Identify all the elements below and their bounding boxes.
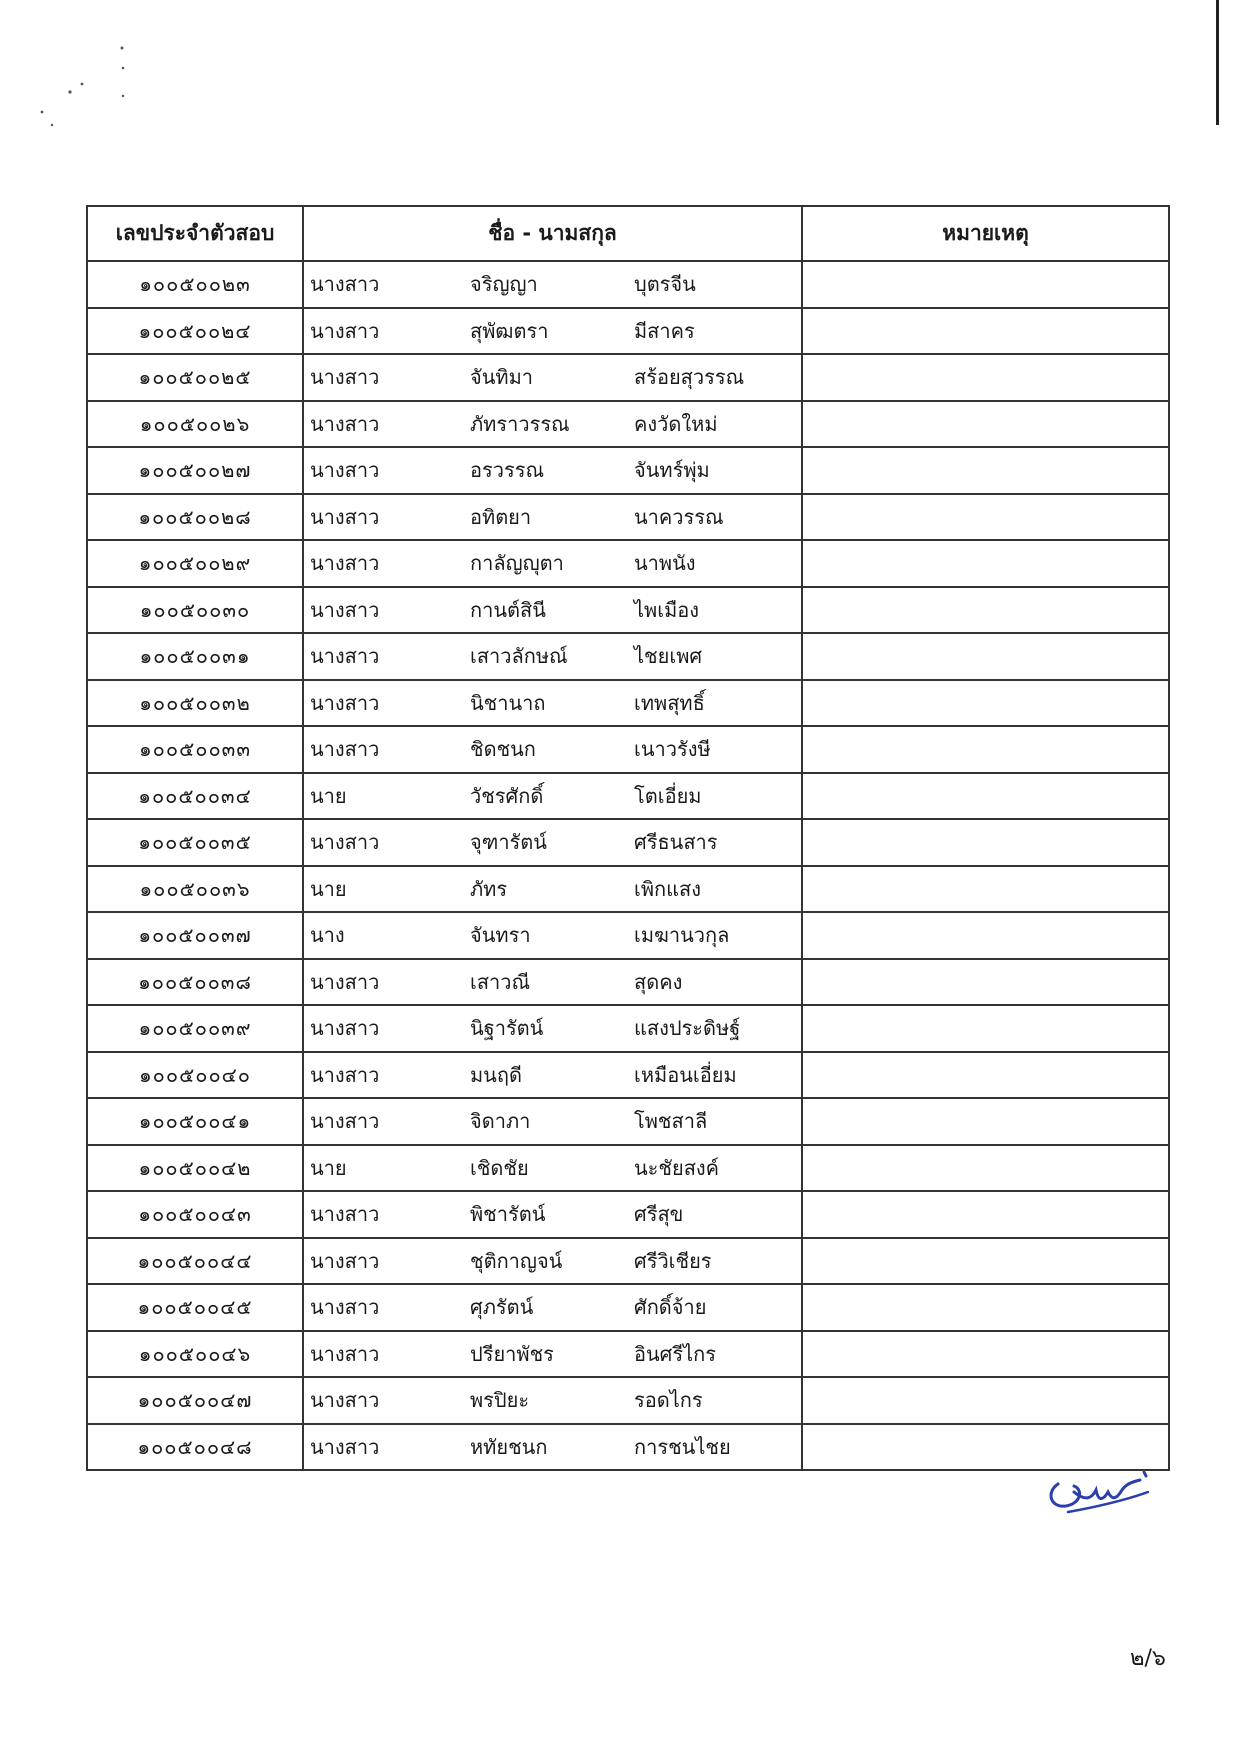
table-header-row	[87, 206, 1169, 261]
name-cell	[303, 447, 802, 494]
last-name: เพิกแสง	[634, 876, 701, 901]
first-name: จันทรา	[470, 923, 531, 948]
table-row	[87, 261, 1169, 308]
name-cell	[303, 680, 802, 727]
last-name: สร้อยสุวรรณ	[634, 365, 745, 390]
name-cell	[303, 773, 802, 820]
table-row	[87, 680, 1169, 727]
first-name: นิฐารัตน์	[470, 1016, 544, 1041]
name-cell	[303, 1284, 802, 1331]
table-row	[87, 819, 1169, 866]
exam-id-cell: ๑๐๐๕๐๐๓๐	[87, 587, 303, 634]
remarks-cell	[802, 819, 1169, 866]
name-title: นางสาว	[310, 597, 380, 622]
remarks-cell	[802, 401, 1169, 448]
first-name: ปรียาพัชร	[470, 1341, 554, 1366]
name-cell	[303, 866, 802, 913]
exam-id-cell: ๑๐๐๕๐๐๓๕	[87, 819, 303, 866]
exam-id-cell: ๑๐๐๕๐๐๔๖	[87, 1331, 303, 1378]
exam-id-cell: ๑๐๐๕๐๐๒๘	[87, 494, 303, 541]
first-name: เสาวลักษณ์	[470, 644, 568, 669]
remarks-cell	[802, 773, 1169, 820]
name-cell	[303, 308, 802, 355]
name-title: นางสาว	[310, 318, 380, 343]
last-name: ศักดิ์จ้าย	[634, 1295, 707, 1320]
exam-id-cell: ๑๐๐๕๐๐๔๕	[87, 1284, 303, 1331]
exam-id-cell: ๑๐๐๕๐๐๔๒	[87, 1145, 303, 1192]
name-title: นางสาว	[310, 1109, 380, 1134]
remarks-cell	[802, 1377, 1169, 1424]
exam-id-cell: ๑๐๐๕๐๐๒๙	[87, 540, 303, 587]
name-title: นาย	[310, 876, 347, 901]
first-name: ศุภรัตน์	[470, 1295, 534, 1320]
last-name: ไพเมือง	[634, 597, 700, 622]
name-cell	[303, 1377, 802, 1424]
remarks-cell	[802, 354, 1169, 401]
first-name: ชุติกาญจน์	[470, 1248, 563, 1273]
first-name: วัชรศักดิ์	[470, 783, 544, 808]
last-name: มีสาคร	[634, 318, 695, 343]
first-name: ภัทราวรรณ	[470, 411, 570, 436]
name-cell	[303, 587, 802, 634]
exam-id-cell: ๑๐๐๕๐๐๓๗	[87, 912, 303, 959]
table-row	[87, 1098, 1169, 1145]
name-title: นางสาว	[310, 830, 380, 855]
table-row	[87, 773, 1169, 820]
header-full-name: ชื่อ - นามสกุล	[303, 206, 802, 261]
last-name: ศรีวิเชียร	[634, 1248, 712, 1273]
remarks-cell	[802, 261, 1169, 308]
first-name: ภัทร	[470, 876, 508, 901]
first-name: ชิดชนก	[470, 737, 536, 762]
last-name: ศรีธนสาร	[634, 830, 718, 855]
remarks-cell	[802, 680, 1169, 727]
first-name: อรวรรณ	[470, 458, 545, 483]
table-body	[87, 261, 1169, 1470]
table-row	[87, 1238, 1169, 1285]
table-row	[87, 308, 1169, 355]
table-row	[87, 587, 1169, 634]
table-row	[87, 1145, 1169, 1192]
name-title: นางสาว	[310, 1434, 380, 1459]
name-cell	[303, 633, 802, 680]
name-title: นางสาว	[310, 1341, 380, 1366]
name-title: นางสาว	[310, 737, 380, 762]
last-name: เมฆานวกุล	[634, 923, 730, 948]
name-title: นางสาว	[310, 458, 380, 483]
remarks-cell	[802, 866, 1169, 913]
table-row	[87, 1052, 1169, 1099]
remarks-cell	[802, 1284, 1169, 1331]
remarks-cell	[802, 494, 1169, 541]
exam-id-cell: ๑๐๐๕๐๐๓๖	[87, 866, 303, 913]
last-name: บุตรจีน	[634, 272, 696, 297]
last-name: ศรีสุข	[634, 1202, 684, 1227]
name-title: นาง	[310, 923, 345, 948]
remarks-cell	[802, 587, 1169, 634]
remarks-cell	[802, 912, 1169, 959]
exam-id-cell: ๑๐๐๕๐๐๔๔	[87, 1238, 303, 1285]
table-row	[87, 494, 1169, 541]
header-remarks: หมายเหตุ	[802, 206, 1169, 261]
name-title: นางสาว	[310, 644, 380, 669]
name-title: นาย	[310, 783, 347, 808]
last-name: นาพนัง	[634, 551, 696, 576]
candidate-table	[86, 205, 1170, 1471]
name-title: นางสาว	[310, 411, 380, 436]
last-name: รอดไกร	[634, 1388, 703, 1413]
table-row	[87, 540, 1169, 587]
name-title: นางสาว	[310, 272, 380, 297]
name-cell	[303, 540, 802, 587]
name-cell	[303, 401, 802, 448]
name-title: นางสาว	[310, 1062, 380, 1087]
table-row	[87, 866, 1169, 913]
last-name: เนาวรังษี	[634, 737, 711, 762]
last-name: เทพสุทธิ์	[634, 690, 705, 715]
name-title: นางสาว	[310, 969, 380, 994]
scan-edge-line	[1216, 0, 1219, 125]
first-name: จุฑารัตน์	[470, 830, 547, 855]
last-name: ไชยเพศ	[634, 644, 703, 669]
remarks-cell	[802, 447, 1169, 494]
exam-id-cell: ๑๐๐๕๐๐๓๙	[87, 1005, 303, 1052]
first-name: นิชานาถ	[470, 690, 546, 715]
name-cell	[303, 726, 802, 773]
last-name: แสงประดิษฐ์	[634, 1016, 741, 1041]
name-cell	[303, 1005, 802, 1052]
last-name: โตเอี่ยม	[634, 783, 702, 808]
name-cell	[303, 1098, 802, 1145]
table-row	[87, 1377, 1169, 1424]
name-title: นางสาว	[310, 1295, 380, 1320]
remarks-cell	[802, 1145, 1169, 1192]
name-title: นาย	[310, 1155, 347, 1180]
name-title: นางสาว	[310, 551, 380, 576]
exam-id-cell: ๑๐๐๕๐๐๔๘	[87, 1424, 303, 1471]
last-name: นะชัยสงค์	[634, 1155, 720, 1180]
name-cell	[303, 912, 802, 959]
first-name: เชิดชัย	[470, 1155, 529, 1180]
exam-id-cell: ๑๐๐๕๐๐๓๑	[87, 633, 303, 680]
name-title: นางสาว	[310, 1202, 380, 1227]
signature	[1040, 1462, 1160, 1522]
name-cell	[303, 959, 802, 1006]
last-name: เหมือนเอี่ยม	[634, 1062, 737, 1087]
exam-id-cell: ๑๐๐๕๐๐๒๖	[87, 401, 303, 448]
name-title: นางสาว	[310, 504, 380, 529]
table-row	[87, 633, 1169, 680]
exam-id-cell: ๑๐๐๕๐๐๔๓	[87, 1191, 303, 1238]
exam-id-cell: ๑๐๐๕๐๐๔๐	[87, 1052, 303, 1099]
name-title: นางสาว	[310, 1248, 380, 1273]
name-title: นางสาว	[310, 1016, 380, 1041]
last-name: สุดคง	[634, 969, 683, 994]
first-name: กานต์สินี	[470, 597, 546, 622]
last-name: โพชสาลี	[634, 1109, 708, 1134]
remarks-cell	[802, 308, 1169, 355]
table-row	[87, 447, 1169, 494]
name-cell	[303, 494, 802, 541]
name-title: นางสาว	[310, 690, 380, 715]
last-name: คงวัดใหม่	[634, 411, 718, 436]
name-cell	[303, 819, 802, 866]
remarks-cell	[802, 959, 1169, 1006]
table-row	[87, 1424, 1169, 1471]
remarks-cell	[802, 1238, 1169, 1285]
first-name: อทิตยา	[470, 504, 532, 529]
name-cell	[303, 1191, 802, 1238]
first-name: พรปิยะ	[470, 1388, 530, 1413]
exam-id-cell: ๑๐๐๕๐๐๓๓	[87, 726, 303, 773]
exam-id-cell: ๑๐๐๕๐๐๒๕	[87, 354, 303, 401]
first-name: กาลัญญุตา	[470, 551, 564, 576]
last-name: อินศรีไกร	[634, 1341, 717, 1366]
name-cell	[303, 1145, 802, 1192]
first-name: สุพัฒตรา	[470, 318, 549, 343]
table-row	[87, 1005, 1169, 1052]
name-title: นางสาว	[310, 1388, 380, 1413]
first-name: มนฤดี	[470, 1062, 522, 1087]
exam-id-cell: ๑๐๐๕๐๐๒๔	[87, 308, 303, 355]
table-row	[87, 726, 1169, 773]
page-number: ๒/๖	[1130, 1646, 1166, 1671]
first-name: หทัยชนก	[470, 1434, 548, 1459]
table-row	[87, 959, 1169, 1006]
name-cell	[303, 1238, 802, 1285]
name-cell	[303, 1331, 802, 1378]
remarks-cell	[802, 1191, 1169, 1238]
first-name: จิดาภา	[470, 1109, 531, 1134]
table-row	[87, 354, 1169, 401]
exam-id-cell: ๑๐๐๕๐๐๔๑	[87, 1098, 303, 1145]
name-cell	[303, 354, 802, 401]
table-row	[87, 1284, 1169, 1331]
remarks-cell	[802, 1331, 1169, 1378]
exam-id-cell: ๑๐๐๕๐๐๒๗	[87, 447, 303, 494]
exam-id-cell: ๑๐๐๕๐๐๓๘	[87, 959, 303, 1006]
table-row	[87, 1331, 1169, 1378]
table-row	[87, 401, 1169, 448]
exam-id-cell: ๑๐๐๕๐๐๔๗	[87, 1377, 303, 1424]
exam-id-cell: ๑๐๐๕๐๐๓๒	[87, 680, 303, 727]
first-name: จันทิมา	[470, 365, 533, 390]
exam-id-cell: ๑๐๐๕๐๐๒๓	[87, 261, 303, 308]
first-name: เสาวณี	[470, 969, 531, 994]
last-name: การชนไชย	[634, 1434, 731, 1459]
remarks-cell	[802, 633, 1169, 680]
name-title: นางสาว	[310, 365, 380, 390]
last-name: นาควรรณ	[634, 504, 724, 529]
remarks-cell	[802, 1052, 1169, 1099]
first-name: พิชารัตน์	[470, 1202, 546, 1227]
remarks-cell	[802, 540, 1169, 587]
header-exam-id: เลขประจำตัวสอบ	[87, 206, 303, 261]
name-cell	[303, 1424, 802, 1471]
first-name: จริญญา	[470, 272, 538, 297]
table-row	[87, 1191, 1169, 1238]
remarks-cell	[802, 1098, 1169, 1145]
name-cell	[303, 1052, 802, 1099]
name-cell	[303, 261, 802, 308]
table-row	[87, 912, 1169, 959]
remarks-cell	[802, 726, 1169, 773]
exam-id-cell: ๑๐๐๕๐๐๓๔	[87, 773, 303, 820]
last-name: จันทร์พุ่ม	[634, 458, 710, 483]
scan-specks	[30, 40, 140, 140]
remarks-cell	[802, 1005, 1169, 1052]
